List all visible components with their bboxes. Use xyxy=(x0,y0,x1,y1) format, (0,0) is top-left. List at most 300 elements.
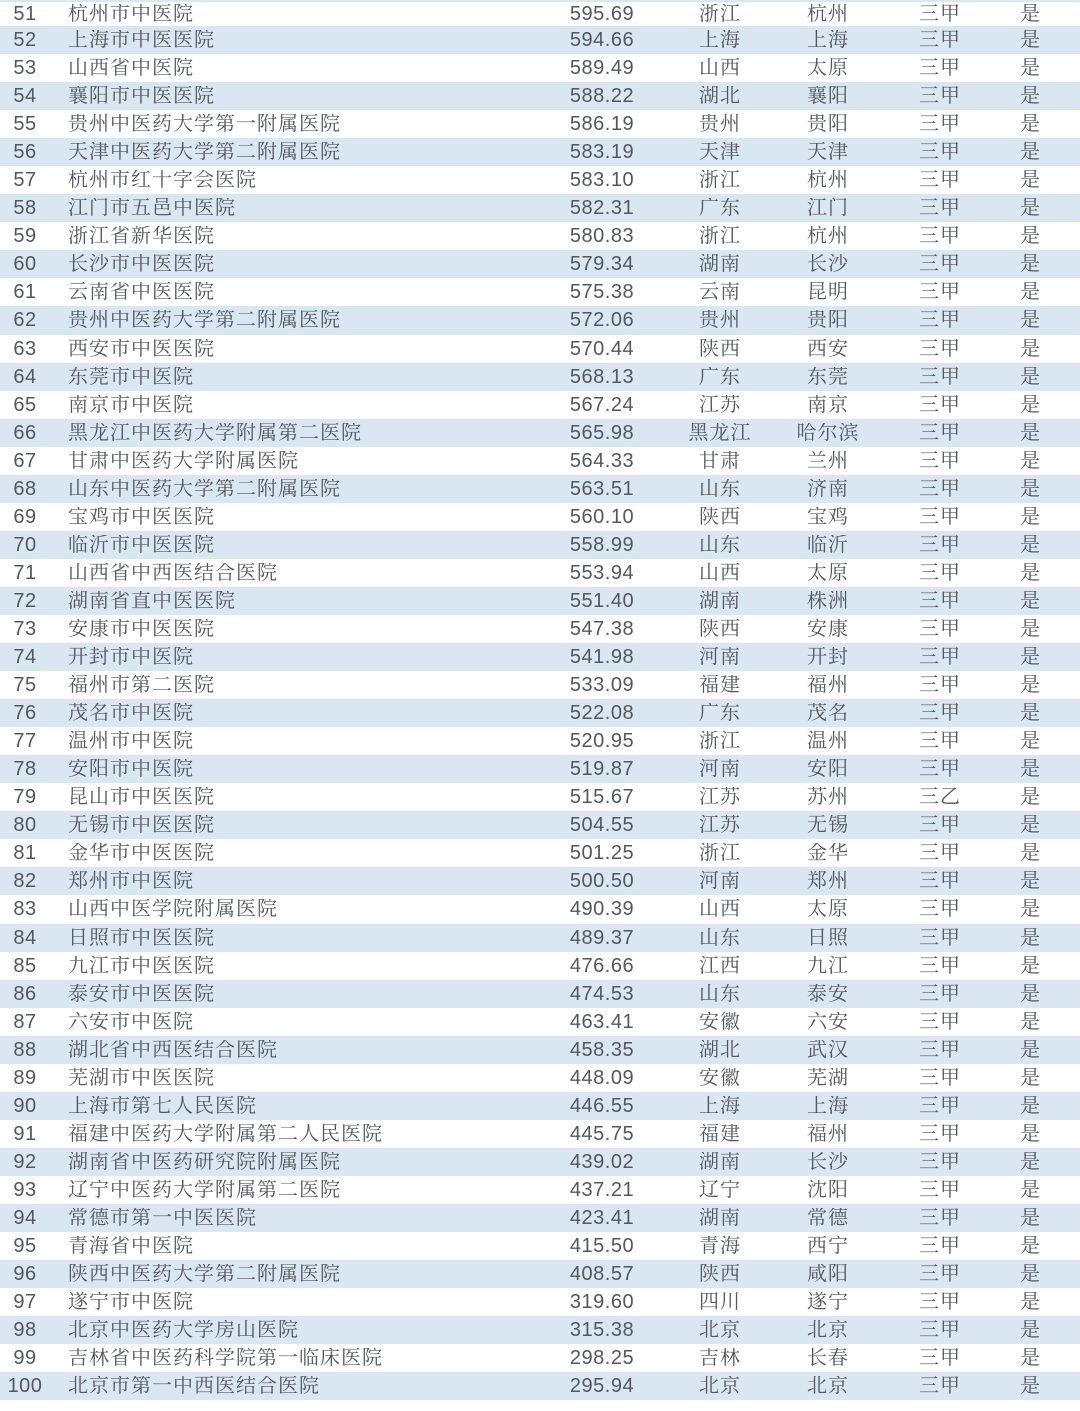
top3-flag-cell: 是 xyxy=(1020,450,1040,471)
rank-cell: 55 xyxy=(13,114,37,135)
top3-flag-cell: 是 xyxy=(1020,899,1040,920)
top3-flag-cell: 是 xyxy=(1020,871,1040,892)
grade-cell: 三甲 xyxy=(919,506,961,527)
table-row xyxy=(0,447,1080,475)
rank-cell: 61 xyxy=(13,282,37,303)
table-row xyxy=(0,1064,1080,1092)
hospital-name-cell: 浙江省新华医院 xyxy=(68,226,215,247)
score-cell: 489.37 xyxy=(569,927,635,948)
hospital-name-cell: 郑州市中医院 xyxy=(68,871,194,892)
score-cell: 563.51 xyxy=(569,478,635,499)
table-row xyxy=(0,980,1080,1008)
table-row xyxy=(0,1176,1080,1204)
table-row xyxy=(0,699,1080,727)
province-cell: 北京 xyxy=(699,1320,741,1341)
rank-cell: 60 xyxy=(13,254,37,275)
score-cell: 589.49 xyxy=(569,58,635,79)
city-cell: 福州 xyxy=(807,675,849,696)
score-cell: 437.21 xyxy=(569,1179,635,1200)
rank-cell: 68 xyxy=(13,478,37,499)
rank-cell: 90 xyxy=(13,1095,37,1116)
rank-cell: 57 xyxy=(13,170,37,191)
top3-flag-cell: 是 xyxy=(1020,590,1040,611)
hospital-name-cell: 杭州市中医院 xyxy=(68,4,194,24)
rank-cell: 82 xyxy=(13,871,37,892)
top3-flag-cell: 是 xyxy=(1020,843,1040,864)
grade-cell: 三甲 xyxy=(919,675,961,696)
score-cell: 595.69 xyxy=(569,4,635,24)
grade-cell: 三甲 xyxy=(919,731,961,752)
city-cell: 芜湖 xyxy=(807,1067,849,1088)
table-row xyxy=(0,811,1080,839)
hospital-name-cell: 杭州市红十字会医院 xyxy=(68,170,257,191)
grade-cell: 三甲 xyxy=(919,955,961,976)
score-cell: 520.95 xyxy=(569,731,635,752)
table-row xyxy=(0,391,1080,419)
score-cell: 579.34 xyxy=(569,254,635,275)
score-cell: 564.33 xyxy=(569,450,635,471)
city-cell: 南京 xyxy=(807,394,849,415)
table-row xyxy=(0,335,1080,363)
table-row xyxy=(0,755,1080,783)
table-row xyxy=(0,839,1080,867)
score-cell: 575.38 xyxy=(569,282,635,303)
hospital-name-cell: 湖北省中西医结合医院 xyxy=(68,1039,278,1060)
table-row xyxy=(0,783,1080,811)
score-cell: 415.50 xyxy=(569,1236,635,1257)
table-row xyxy=(0,363,1080,391)
top3-flag-cell: 是 xyxy=(1020,58,1040,79)
hospital-name-cell: 安阳市中医院 xyxy=(68,759,194,780)
rank-cell: 64 xyxy=(13,366,37,387)
hospital-name-cell: 安康市中医医院 xyxy=(68,619,215,639)
city-cell: 六安 xyxy=(807,1011,849,1032)
province-cell: 上海 xyxy=(699,1095,741,1116)
hospital-name-cell: 温州市中医院 xyxy=(68,731,194,752)
top3-flag-cell: 是 xyxy=(1020,1264,1040,1285)
province-cell: 浙江 xyxy=(699,843,741,864)
table-row xyxy=(0,306,1080,334)
province-cell: 浙江 xyxy=(699,170,741,191)
city-cell: 长春 xyxy=(807,1348,849,1369)
top3-flag-cell: 是 xyxy=(1020,1067,1040,1088)
province-cell: 陕西 xyxy=(699,338,741,359)
hospital-name-cell: 芜湖市中医医院 xyxy=(68,1067,215,1088)
top3-flag-cell: 是 xyxy=(1020,142,1040,163)
grade-cell: 三甲 xyxy=(919,338,961,359)
hospital-name-cell: 黑龙江中医药大学附属第二医院 xyxy=(68,422,362,443)
hospital-name-cell: 北京中医药大学房山医院 xyxy=(68,1320,299,1341)
hospital-name-cell: 泰安市中医医院 xyxy=(68,983,215,1004)
hospital-name-cell: 甘肃中医药大学附属医院 xyxy=(68,450,299,471)
rank-cell: 58 xyxy=(13,198,37,219)
city-cell: 福州 xyxy=(807,1123,849,1144)
top3-flag-cell: 是 xyxy=(1020,1320,1040,1341)
hospital-name-cell: 青海省中医院 xyxy=(68,1236,194,1257)
province-cell: 广东 xyxy=(699,703,741,724)
city-cell: 宝鸡 xyxy=(807,506,849,527)
table-row xyxy=(0,1288,1080,1316)
rank-cell: 92 xyxy=(13,1151,37,1172)
province-cell: 浙江 xyxy=(699,731,741,752)
rank-cell: 59 xyxy=(13,226,37,247)
rank-cell: 72 xyxy=(13,590,37,611)
score-cell: 582.31 xyxy=(569,198,635,219)
table-row xyxy=(0,26,1080,54)
grade-cell: 三甲 xyxy=(919,1207,961,1228)
top3-flag-cell: 是 xyxy=(1020,983,1040,1004)
rank-cell: 79 xyxy=(13,787,37,808)
table-row xyxy=(0,1372,1080,1400)
province-cell: 山西 xyxy=(699,58,741,79)
province-cell: 云南 xyxy=(699,282,741,303)
score-cell: 504.55 xyxy=(569,815,635,836)
province-cell: 山东 xyxy=(699,478,741,499)
table-row xyxy=(0,138,1080,166)
grade-cell: 三甲 xyxy=(919,58,961,79)
rank-cell: 99 xyxy=(13,1348,37,1369)
rank-cell: 97 xyxy=(13,1292,37,1313)
province-cell: 陕西 xyxy=(699,1264,741,1285)
grade-cell: 三甲 xyxy=(919,703,961,724)
grade-cell: 三甲 xyxy=(919,366,961,387)
hospital-name-cell: 山西省中医院 xyxy=(68,58,194,79)
score-cell: 588.22 xyxy=(569,86,635,107)
hospital-name-cell: 吉林省中医药科学院第一临床医院 xyxy=(68,1348,383,1369)
city-cell: 西安 xyxy=(807,338,849,359)
province-cell: 福建 xyxy=(699,675,741,696)
city-cell: 兰州 xyxy=(807,450,849,471)
table-row xyxy=(0,1316,1080,1344)
score-cell: 583.10 xyxy=(569,170,635,191)
rank-cell: 56 xyxy=(13,142,37,163)
city-cell: 株洲 xyxy=(807,590,849,611)
score-cell: 490.39 xyxy=(569,899,635,920)
top3-flag-cell: 是 xyxy=(1020,787,1040,808)
grade-cell: 三甲 xyxy=(919,899,961,920)
grade-cell: 三甲 xyxy=(919,1179,961,1200)
top3-flag-cell: 是 xyxy=(1020,4,1040,24)
province-cell: 山西 xyxy=(699,562,741,583)
rank-cell: 83 xyxy=(13,899,37,920)
rank-cell: 96 xyxy=(13,1264,37,1285)
hospital-name-cell: 山东中医药大学第二附属医院 xyxy=(68,478,341,499)
rank-cell: 54 xyxy=(13,86,37,107)
grade-cell: 三甲 xyxy=(919,1376,961,1397)
rank-cell: 77 xyxy=(13,731,37,752)
province-cell: 山东 xyxy=(699,983,741,1004)
score-cell: 551.40 xyxy=(569,590,635,611)
top3-flag-cell: 是 xyxy=(1020,30,1040,51)
rank-cell: 91 xyxy=(13,1123,37,1144)
grade-cell: 三甲 xyxy=(919,86,961,107)
score-cell: 445.75 xyxy=(569,1123,635,1144)
grade-cell: 三甲 xyxy=(919,1348,961,1369)
city-cell: 济南 xyxy=(807,478,849,499)
rank-cell: 63 xyxy=(13,338,37,359)
score-cell: 515.67 xyxy=(569,787,635,808)
score-cell: 315.38 xyxy=(569,1320,635,1341)
grade-cell: 三甲 xyxy=(919,450,961,471)
grade-cell: 三甲 xyxy=(919,983,961,1004)
score-cell: 423.41 xyxy=(569,1207,635,1228)
table-row xyxy=(0,1260,1080,1288)
score-cell: 567.24 xyxy=(569,394,635,415)
city-cell: 贵阳 xyxy=(807,114,849,135)
score-cell: 295.94 xyxy=(569,1376,635,1397)
grade-cell: 三甲 xyxy=(919,590,961,611)
province-cell: 吉林 xyxy=(699,1348,741,1369)
score-cell: 558.99 xyxy=(569,534,635,555)
rank-cell: 89 xyxy=(13,1067,37,1088)
hospital-name-cell: 金华市中医医院 xyxy=(68,843,215,864)
grade-cell: 三甲 xyxy=(919,759,961,780)
province-cell: 湖南 xyxy=(699,254,741,275)
score-cell: 560.10 xyxy=(569,506,635,527)
top3-flag-cell: 是 xyxy=(1020,1123,1040,1144)
rank-cell: 67 xyxy=(13,450,37,471)
hospital-name-cell: 云南省中医医院 xyxy=(68,282,215,303)
score-cell: 463.41 xyxy=(569,1011,635,1032)
grade-cell: 三甲 xyxy=(919,198,961,219)
city-cell: 茂名 xyxy=(807,703,849,724)
score-cell: 570.44 xyxy=(569,338,635,359)
grade-cell: 三甲 xyxy=(919,254,961,275)
table-row xyxy=(0,952,1080,980)
province-cell: 山东 xyxy=(699,534,741,555)
hospital-name-cell: 无锡市中医医院 xyxy=(68,815,215,836)
rank-cell: 51 xyxy=(13,4,37,24)
rank-cell: 70 xyxy=(13,534,37,555)
province-cell: 广东 xyxy=(699,366,741,387)
grade-cell: 三甲 xyxy=(919,282,961,303)
grade-cell: 三甲 xyxy=(919,1292,961,1313)
top3-flag-cell: 是 xyxy=(1020,338,1040,359)
city-cell: 哈尔滨 xyxy=(796,422,860,443)
hospital-name-cell: 贵州中医药大学第二附属医院 xyxy=(68,310,341,331)
top3-flag-cell: 是 xyxy=(1020,955,1040,976)
city-cell: 杭州 xyxy=(807,226,849,247)
score-cell: 533.09 xyxy=(569,675,635,696)
top3-flag-cell: 是 xyxy=(1020,1151,1040,1172)
score-cell: 541.98 xyxy=(569,647,635,668)
grade-cell: 三甲 xyxy=(919,1067,961,1088)
hospital-name-cell: 湖南省中医药研究院附属医院 xyxy=(68,1151,341,1172)
province-cell: 湖北 xyxy=(699,1039,741,1060)
rank-cell: 81 xyxy=(13,843,37,864)
top3-flag-cell: 是 xyxy=(1020,1039,1040,1060)
hospital-name-cell: 茂名市中医院 xyxy=(68,703,194,724)
city-cell: 昆明 xyxy=(807,282,849,303)
score-cell: 522.08 xyxy=(569,703,635,724)
score-cell: 580.83 xyxy=(569,226,635,247)
score-cell: 583.19 xyxy=(569,142,635,163)
grade-cell: 三甲 xyxy=(919,1039,961,1060)
city-cell: 九江 xyxy=(807,955,849,976)
grade-cell: 三甲 xyxy=(919,1095,961,1116)
rank-cell: 74 xyxy=(13,647,37,668)
grade-cell: 三甲 xyxy=(919,843,961,864)
score-cell: 586.19 xyxy=(569,114,635,135)
province-cell: 福建 xyxy=(699,1123,741,1144)
table-row xyxy=(0,54,1080,82)
grade-cell: 三甲 xyxy=(919,534,961,555)
province-cell: 安徽 xyxy=(699,1011,741,1032)
province-cell: 青海 xyxy=(699,1236,741,1257)
top3-flag-cell: 是 xyxy=(1020,562,1040,583)
rank-cell: 98 xyxy=(13,1320,37,1341)
top3-flag-cell: 是 xyxy=(1020,86,1040,107)
city-cell: 沈阳 xyxy=(807,1179,849,1200)
city-cell: 西宁 xyxy=(807,1236,849,1257)
top3-flag-cell: 是 xyxy=(1020,759,1040,780)
city-cell: 江门 xyxy=(807,198,849,219)
top3-flag-cell: 是 xyxy=(1020,534,1040,555)
province-cell: 陕西 xyxy=(699,619,741,639)
top3-flag-cell: 是 xyxy=(1020,114,1040,135)
rank-cell: 95 xyxy=(13,1236,37,1257)
table-row xyxy=(0,2,1080,26)
score-cell: 594.66 xyxy=(569,30,635,51)
grade-cell: 三甲 xyxy=(919,30,961,51)
grade-cell: 三甲 xyxy=(919,1236,961,1257)
city-cell: 长沙 xyxy=(807,254,849,275)
rank-cell: 80 xyxy=(13,815,37,836)
hospital-name-cell: 湖南省直中医医院 xyxy=(68,590,236,611)
table-row xyxy=(0,615,1080,643)
province-cell: 安徽 xyxy=(699,1067,741,1088)
grade-cell: 三甲 xyxy=(919,170,961,191)
rank-cell: 88 xyxy=(13,1039,37,1060)
score-cell: 519.87 xyxy=(569,759,635,780)
city-cell: 武汉 xyxy=(807,1039,849,1060)
rank-cell: 94 xyxy=(13,1207,37,1228)
hospital-name-cell: 开封市中医院 xyxy=(68,647,194,668)
table-row xyxy=(0,1148,1080,1176)
hospital-name-cell: 山西省中西医结合医院 xyxy=(68,562,278,583)
table-row xyxy=(0,559,1080,587)
score-cell: 408.57 xyxy=(569,1264,635,1285)
rank-cell: 65 xyxy=(13,394,37,415)
table-row xyxy=(0,1120,1080,1148)
grade-cell: 三甲 xyxy=(919,478,961,499)
hospital-name-cell: 福州市第二医院 xyxy=(68,675,215,696)
hospital-name-cell: 常德市第一中医医院 xyxy=(68,1207,257,1228)
hospital-name-cell: 北京市第一中西医结合医院 xyxy=(68,1376,320,1397)
province-cell: 陕西 xyxy=(699,506,741,527)
province-cell: 山西 xyxy=(699,899,741,920)
score-cell: 565.98 xyxy=(569,422,635,443)
top3-flag-cell: 是 xyxy=(1020,170,1040,191)
province-cell: 河南 xyxy=(699,871,741,892)
grade-cell: 三甲 xyxy=(919,562,961,583)
hospital-name-cell: 福建中医药大学附属第二人民医院 xyxy=(68,1123,383,1144)
province-cell: 浙江 xyxy=(699,4,741,24)
score-cell: 572.06 xyxy=(569,310,635,331)
province-cell: 北京 xyxy=(699,1376,741,1397)
table-row xyxy=(0,250,1080,278)
top3-flag-cell: 是 xyxy=(1020,703,1040,724)
top3-flag-cell: 是 xyxy=(1020,731,1040,752)
table-row xyxy=(0,587,1080,615)
rank-cell: 66 xyxy=(13,422,37,443)
city-cell: 长沙 xyxy=(807,1151,849,1172)
top3-flag-cell: 是 xyxy=(1020,506,1040,527)
grade-cell: 三甲 xyxy=(919,114,961,135)
hospital-name-cell: 东莞市中医院 xyxy=(68,366,194,387)
hospital-name-cell: 天津中医药大学第二附属医院 xyxy=(68,142,341,163)
top3-flag-cell: 是 xyxy=(1020,394,1040,415)
hospital-name-cell: 日照市中医医院 xyxy=(68,927,215,948)
hospital-name-cell: 临沂市中医医院 xyxy=(68,534,215,555)
table-row xyxy=(0,82,1080,110)
hospital-name-cell: 江门市五邑中医院 xyxy=(68,198,236,219)
table-row xyxy=(0,278,1080,306)
top3-flag-cell: 是 xyxy=(1020,1207,1040,1228)
city-cell: 日照 xyxy=(807,927,849,948)
score-cell: 458.35 xyxy=(569,1039,635,1060)
city-cell: 开封 xyxy=(807,647,849,668)
hospital-name-cell: 九江市中医医院 xyxy=(68,955,215,976)
hospital-name-cell: 南京市中医院 xyxy=(68,394,194,415)
city-cell: 北京 xyxy=(807,1320,849,1341)
city-cell: 无锡 xyxy=(807,815,849,836)
rank-cell: 86 xyxy=(13,983,37,1004)
hospital-name-cell: 遂宁市中医院 xyxy=(68,1292,194,1313)
grade-cell: 三甲 xyxy=(919,226,961,247)
province-cell: 江西 xyxy=(699,955,741,976)
city-cell: 襄阳 xyxy=(807,86,849,107)
city-cell: 温州 xyxy=(807,731,849,752)
grade-cell: 三甲 xyxy=(919,927,961,948)
top3-flag-cell: 是 xyxy=(1020,1236,1040,1257)
top3-flag-cell: 是 xyxy=(1020,282,1040,303)
table-row xyxy=(0,1036,1080,1064)
table-row xyxy=(0,1008,1080,1036)
province-cell: 湖南 xyxy=(699,590,741,611)
province-cell: 湖南 xyxy=(699,1207,741,1228)
grade-cell: 三甲 xyxy=(919,4,961,24)
grade-cell: 三甲 xyxy=(919,815,961,836)
table-row xyxy=(0,503,1080,531)
hospital-name-cell: 贵州中医药大学第一附属医院 xyxy=(68,114,341,135)
province-cell: 辽宁 xyxy=(699,1179,741,1200)
city-cell: 咸阳 xyxy=(807,1264,849,1285)
province-cell: 广东 xyxy=(699,198,741,219)
hospital-name-cell: 上海市中医医院 xyxy=(68,30,215,51)
rank-cell: 87 xyxy=(13,1011,37,1032)
top3-flag-cell: 是 xyxy=(1020,619,1040,639)
table-row xyxy=(0,419,1080,447)
hospital-name-cell: 昆山市中医医院 xyxy=(68,787,215,808)
province-cell: 江苏 xyxy=(699,787,741,808)
table-row xyxy=(0,1204,1080,1232)
hospital-name-cell: 六安市中医院 xyxy=(68,1011,194,1032)
top3-flag-cell: 是 xyxy=(1020,1348,1040,1369)
score-cell: 474.53 xyxy=(569,983,635,1004)
table-row xyxy=(0,1092,1080,1120)
province-cell: 贵州 xyxy=(699,310,741,331)
rank-cell: 100 xyxy=(7,1376,43,1397)
table-row xyxy=(0,222,1080,250)
rank-cell: 85 xyxy=(13,955,37,976)
score-cell: 298.25 xyxy=(569,1348,635,1369)
city-cell: 安康 xyxy=(807,619,849,639)
score-cell: 446.55 xyxy=(569,1095,635,1116)
score-cell: 501.25 xyxy=(569,843,635,864)
rank-cell: 71 xyxy=(13,562,37,583)
city-cell: 临沂 xyxy=(807,534,849,555)
